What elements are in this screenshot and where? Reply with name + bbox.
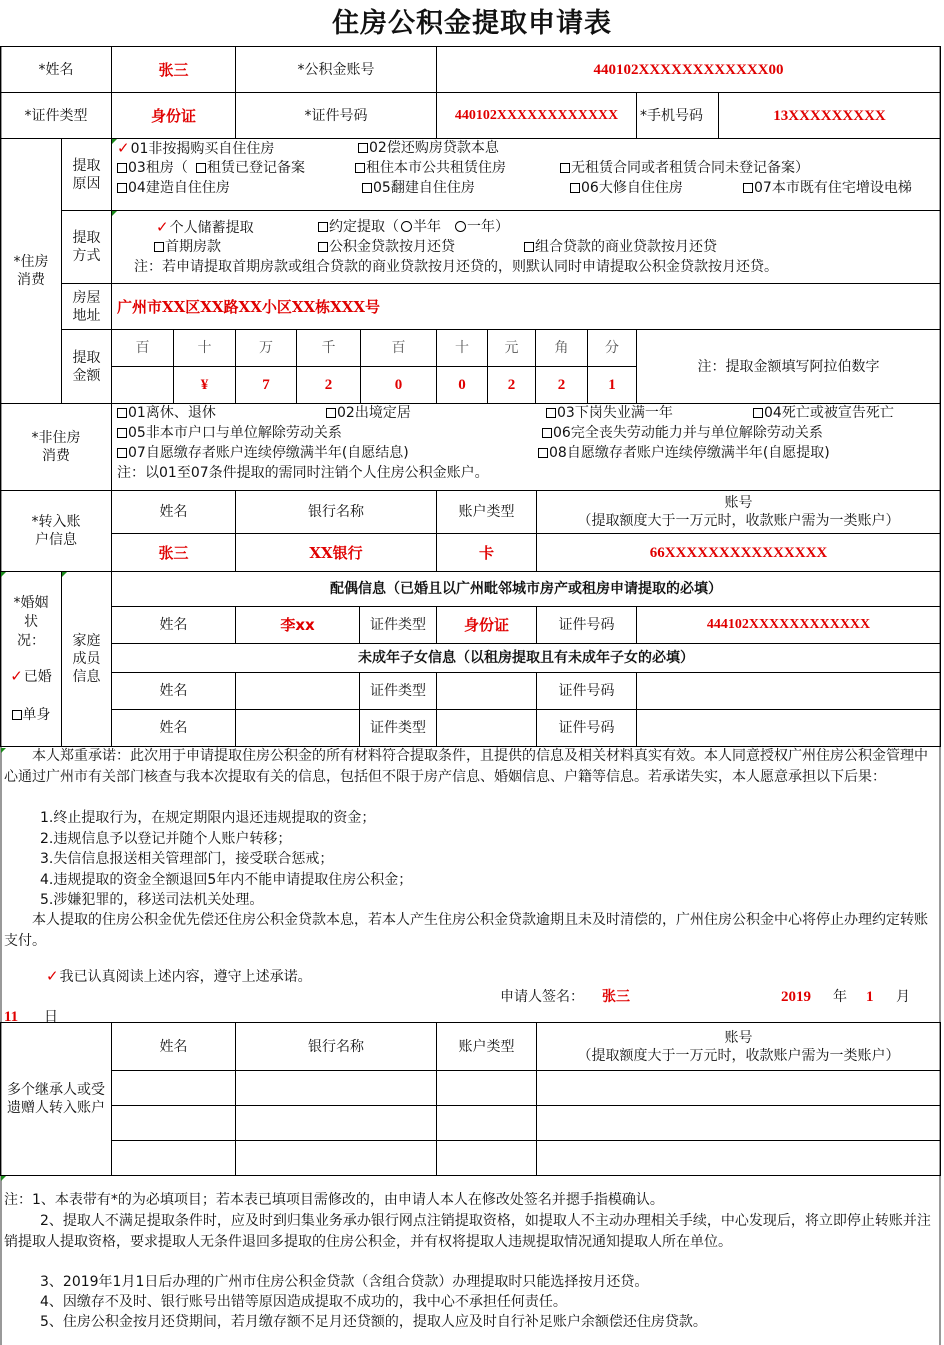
page-title: 住房公积金提取申请表 [332, 8, 612, 39]
sign-year[interactable]: 2019 [781, 989, 811, 1005]
non-housing-05-text: 05非本市户口与单位解除劳动关系 [128, 425, 342, 441]
marital-married[interactable] [10, 667, 52, 686]
amount-digit-cell[interactable]: 0 [436, 366, 488, 404]
note-1: 注：1、本表带有*的为必填项目；若本表已填项目需修改的，由申请人本人在修改处签名并摁手指模确认。 [4, 1192, 664, 1208]
marital-section [0, 571, 62, 747]
spouse-name-field[interactable]: 李xx [235, 606, 360, 644]
heir-name-field[interactable] [111, 1105, 236, 1141]
transfer-header-type: 账户类型 [436, 490, 537, 534]
heirs-header-name: 姓名 [111, 1022, 236, 1071]
id-type-field[interactable]: 身份证 [111, 92, 236, 139]
amount-digit-cell[interactable] [111, 366, 174, 404]
child-id-no-label: 证件号码 [536, 709, 637, 747]
checkbox-icon [560, 163, 570, 173]
id-no-field[interactable]: 440102XXXXXXXXXXXX [436, 92, 637, 139]
pledge-confirm[interactable] [46, 967, 312, 987]
non-housing-02[interactable] [326, 404, 411, 423]
checkbox-icon [318, 222, 328, 232]
pledge-paragraph-2: 本人提取的住房公积金优先偿还住房公积金贷款本息，若本人产生住房公积金贷款逾期且未及时清偿的，广州住房公积金中心将停止办理约定转账支付。 [4, 912, 928, 949]
child-id-type-label: 证件类型 [359, 709, 437, 747]
checkbox-icon [743, 183, 753, 193]
method-fund-loan[interactable] [318, 238, 455, 257]
spouse-id-type-label: 证件类型 [359, 606, 437, 644]
heir-name-field[interactable] [111, 1140, 236, 1176]
method-label [61, 210, 112, 284]
heir-bank-field[interactable] [235, 1105, 437, 1141]
heir-account-field[interactable] [536, 1070, 941, 1106]
amount-label [61, 329, 112, 404]
note-4: 4、因缴存不及时、银行账号出错等原因造成提取不成功的，我中心不承担任何责任。 [40, 1294, 567, 1310]
amount-unit-cell: 十 [173, 329, 236, 367]
checkbox-icon [538, 448, 548, 458]
transfer-bank-field[interactable]: XX银行 [235, 533, 437, 572]
transfer-name-field[interactable]: 张三 [111, 533, 236, 572]
method-label-text: 提取方式 [72, 230, 101, 264]
checkbox-icon [117, 163, 127, 173]
radio-one-year[interactable] [455, 221, 466, 232]
heirs-section-text: 多个继承人或受遗赠人转入账户 [7, 1082, 105, 1116]
reason-03-text: 03租房（ [128, 160, 188, 176]
method-agreed[interactable] [318, 218, 509, 237]
children-title: 未成年子女信息（以租房提取且有未成年子女的必填） [111, 643, 941, 673]
non-housing-07-text: 07自愿缴存者账户连续停缴满半年(自愿结息) [128, 445, 409, 461]
method-fund-loan-text: 公积金贷款按月还贷 [329, 239, 455, 255]
checkbox-icon [318, 242, 328, 252]
pledge-items [40, 808, 920, 911]
checkbox-icon [542, 428, 552, 438]
reason-01[interactable] [117, 139, 274, 159]
checkbox-icon [12, 710, 22, 720]
pledge-confirm-text: 我已认真阅读上述内容，遵守上述承诺。 [59, 969, 312, 985]
checkbox-icon [326, 408, 336, 418]
method-personal-savings-text: 个人储蓄提取 [169, 220, 254, 236]
signature-label: 申请人签名： [500, 989, 584, 1005]
transfer-section-text: *转入账户信息 [31, 514, 81, 548]
method-commercial-loan[interactable] [524, 238, 717, 257]
heir-name-field[interactable] [111, 1070, 236, 1106]
family-label-text: 家庭成员信息 [72, 633, 101, 685]
signature-field[interactable]: 张三 [602, 989, 630, 1005]
non-housing-04-text: 04死亡或被宣告死亡 [764, 405, 894, 421]
sign-year-unit: 年 [833, 989, 847, 1005]
heir-bank-field[interactable] [235, 1070, 437, 1106]
housing-section-label [0, 138, 62, 404]
child-id-no-field[interactable] [636, 672, 941, 710]
pledge-item: 3.失信信息报送相关管理部门，接受联合惩戒； [40, 851, 334, 867]
reason-label-text: 提取原因 [72, 157, 101, 192]
amount-note: 注：提取金额填写阿拉伯数字 [636, 329, 941, 404]
reason-06-text: 06大修自住住房 [581, 180, 683, 196]
note-2: 2、提取人不满足提取条件时，应及时到归集业务承办银行网点注销提取资格，如提取人不主动办理相关手续，中心发现后，将立即停止转账并注销提取人提取资格，要求提取人无条件退回多提取的住房公积金，并有权将提取人违规提取情况通知提取人所在单位。 [4, 1213, 931, 1250]
reason-03-no-contract-text: 无租赁合同或者租赁合同未登记备案） [571, 160, 809, 176]
heir-type-field[interactable] [436, 1105, 537, 1141]
amount-digit-cell[interactable]: 7 [235, 366, 297, 404]
reason-03-no-contract[interactable] [560, 159, 809, 178]
child-id-no-label: 证件号码 [536, 672, 637, 710]
reason-01-text: 01非按揭购买自住住房 [130, 141, 275, 157]
spouse-id-no-label: 证件号码 [536, 606, 637, 644]
heirs-header-bank: 银行名称 [235, 1022, 437, 1071]
child-name-field[interactable] [235, 672, 360, 710]
method-down-payment-text: 首期房款 [165, 239, 221, 255]
transfer-header-account [536, 490, 941, 534]
method-note: 注：若申请提取首期房款或组合贷款的商业贷款按月还贷的，则默认同时申请提取公积金贷款按月还贷。 [134, 259, 778, 275]
reason-03-public-text: 租住本市公共租赁住房 [366, 160, 506, 176]
non-housing-03-text: 03下岗失业满一年 [557, 405, 673, 421]
heir-type-field[interactable] [436, 1140, 537, 1176]
reason-03[interactable] [117, 159, 188, 178]
reason-02-text: 02偿还购房贷款本息 [369, 140, 499, 156]
heirs-section-label [0, 1022, 112, 1176]
child-name-label: 姓名 [111, 672, 236, 710]
marital-married-text: 已婚 [23, 669, 52, 685]
heir-account-field[interactable] [536, 1105, 941, 1141]
non-housing-note: 注：以01至07条件提取的需同时注销个人住房公积金账户。 [117, 465, 489, 481]
amount-unit-cell: 元 [487, 329, 536, 367]
transfer-header-account-hint: （提取额度大于一万元时，收款账户需为一类账户） [577, 513, 900, 529]
spouse-id-no-field[interactable]: 444102XXXXXXXXXXXX [636, 606, 941, 644]
checkbox-icon [117, 408, 127, 418]
checkmark-icon: ✓ [117, 139, 130, 157]
checkbox-icon [196, 163, 206, 173]
cell-comment-marker [112, 211, 117, 216]
checkbox-icon [358, 143, 368, 153]
non-housing-01-text: 01离休、退休 [128, 405, 216, 421]
checkbox-icon [355, 163, 365, 173]
checkbox-icon [154, 242, 164, 252]
name-label-text: *姓名 [38, 61, 74, 78]
spouse-title: 配偶信息（已婚且以广州毗邻城市房产或租房申请提取的必填） [111, 571, 941, 607]
radio-half-year[interactable] [401, 221, 412, 232]
checkmark-icon: ✓ [46, 967, 59, 985]
heirs-header-account [536, 1022, 941, 1071]
sign-month[interactable]: 1 [866, 989, 874, 1005]
radio-half-year-label: 半年 [413, 219, 441, 235]
name-field[interactable]: 张三 [111, 46, 236, 93]
transfer-type-field[interactable]: 卡 [436, 533, 537, 572]
amount-unit-cell: 万 [235, 329, 297, 367]
checkbox-icon [546, 408, 556, 418]
spouse-name-label: 姓名 [111, 606, 236, 644]
reason-05-text: 05翻建自住住房 [373, 180, 475, 196]
phone-label: *手机号码 [636, 92, 719, 139]
radio-one-year-label: 一年） [467, 219, 509, 235]
child-id-no-field[interactable] [636, 709, 941, 747]
child-id-type-field[interactable] [436, 709, 537, 747]
amount-digit-cell[interactable]: ¥ [173, 366, 236, 404]
address-label [61, 283, 112, 330]
cell-comment-marker [1, 1176, 6, 1181]
amount-unit-cell: 十 [436, 329, 488, 367]
pledge-item: 4.违规提取的资金全额退回5年内不能申请提取住房公积金； [40, 871, 413, 888]
method-personal-savings[interactable] [156, 218, 254, 238]
child-id-type-label: 证件类型 [359, 672, 437, 710]
amount-digit-cell[interactable]: 1 [587, 366, 637, 404]
reason-03-registered[interactable] [196, 159, 305, 178]
non-housing-section-label [0, 403, 112, 491]
amount-label-text: 提取金额 [72, 349, 101, 384]
non-housing-03[interactable] [546, 404, 673, 423]
amount-unit-cell: 百 [360, 329, 437, 367]
non-housing-08[interactable] [538, 444, 830, 463]
spouse-id-type-field[interactable]: 身份证 [436, 606, 537, 644]
housing-section-text: *住房消费 [13, 254, 49, 288]
note-3: 3、2019年1月1日后办理的广州市住房公积金贷款（含组合贷款）办理提取时只能选择按月还贷。 [40, 1274, 649, 1290]
pledge-item: 5.涉嫌犯罪的，移送司法机关处理。 [40, 892, 264, 908]
method-down-payment[interactable] [154, 238, 221, 257]
heir-account-field[interactable] [536, 1140, 941, 1176]
amount-digit-cell[interactable]: 2 [535, 366, 588, 404]
reason-02[interactable] [358, 139, 499, 158]
non-housing-04[interactable] [753, 404, 894, 423]
amount-unit-cell: 百 [111, 329, 174, 367]
non-housing-08-text: 08自愿缴存者账户连续停缴满半年(自愿提取) [549, 445, 830, 461]
checkmark-icon: ✓ [156, 218, 169, 236]
checkbox-icon [753, 408, 763, 418]
amount-digit-cell[interactable]: 2 [487, 366, 536, 404]
non-housing-section-text: *非住房消费 [31, 430, 81, 464]
address-field[interactable]: 广州市XX区XX路XX小区XX栋XXX号 [111, 283, 941, 330]
transfer-header-account-title: 账号 [724, 495, 753, 511]
id-type-label: *证件类型 [0, 92, 112, 139]
heirs-header-type: 账户类型 [436, 1022, 537, 1071]
transfer-header-bank: 银行名称 [235, 490, 437, 534]
child-name-field[interactable] [235, 709, 360, 747]
child-name-label: 姓名 [111, 709, 236, 747]
reason-07-clip [117, 179, 939, 210]
reason-03-registered-text: 租赁已登记备案 [207, 160, 305, 176]
checkbox-icon [117, 448, 127, 458]
transfer-section-label [0, 490, 112, 572]
pledge-item: 2.违规信息予以登记并随个人账户转移； [40, 830, 292, 847]
heir-bank-field[interactable] [235, 1140, 437, 1176]
sign-month-unit: 月 [896, 989, 910, 1005]
amount-unit-cell: 千 [296, 329, 361, 367]
note-5: 5、住房公积金按月还贷期间，若月缴存额不足月还贷额的，提取人应及时自行补足账户余额偿还住房贷款。 [40, 1314, 707, 1330]
amount-unit-cell: 分 [587, 329, 637, 367]
amount-digit-cell[interactable]: 0 [360, 366, 437, 404]
non-housing-06-text: 06完全丧失劳动能力并与单位解除劳动关系 [553, 425, 823, 441]
checkmark-icon: ✓ [10, 667, 23, 685]
heirs-header-account-hint: （提取额度大于一万元时，收款账户需为一类账户） [577, 1047, 900, 1064]
transfer-account-field[interactable]: 66XXXXXXXXXXXXXXX [536, 533, 941, 572]
reason-07[interactable] [743, 179, 939, 198]
family-label [61, 571, 112, 747]
heirs-header-account-title: 账号 [724, 1029, 753, 1046]
non-housing-02-text: 02出境定居 [337, 405, 411, 421]
checkbox-icon [524, 242, 534, 252]
reason-04-text: 04建造自住住房 [128, 180, 230, 196]
non-housing-01[interactable] [117, 404, 216, 423]
non-housing-06[interactable] [542, 424, 823, 443]
id-no-label: *证件号码 [235, 92, 437, 139]
child-id-type-field[interactable] [436, 672, 537, 710]
pledge-item: 1.终止提取行为，在规定期限内退还违规提取的资金； [40, 810, 376, 826]
cell-comment-marker [1, 572, 6, 577]
amount-unit-cell: 角 [535, 329, 588, 367]
name-label [0, 46, 112, 93]
heir-type-field[interactable] [436, 1070, 537, 1106]
account-label: *公积金账号 [235, 46, 437, 93]
marital-label: *婚姻状况： [13, 595, 49, 649]
marital-single-text: 单身 [22, 707, 51, 723]
sign-day-unit: 日 [44, 1009, 58, 1025]
checkbox-icon [117, 428, 127, 438]
pledge-paragraph: 本人郑重承诺：此次用于申请提取住房公积金的所有材料符合提取条件，且提供的信息及相关材料真实有效。本人同意授权广州住房公积金管理中心通过广州市有关部门核查与我本次提取有关的信息，包括但不限于房产信息、婚姻信息、户籍等信息。若承诺失实，本人愿意承担以下后果： [4, 748, 928, 785]
amount-digit-cell[interactable]: 2 [296, 366, 361, 404]
reason-label [61, 138, 112, 211]
address-label-text: 房屋地址 [72, 289, 101, 324]
method-commercial-loan-text: 组合贷款的商业贷款按月还贷 [535, 239, 717, 255]
account-field[interactable]: 440102XXXXXXXXXXXX00 [436, 46, 941, 93]
reason-03-public-rental[interactable] [355, 159, 506, 178]
method-agreed-text: 约定提取（ [329, 219, 399, 235]
reason-07-text: 07本市既有住宅增设电梯 [754, 180, 912, 196]
sign-day[interactable]: 11 [4, 1009, 19, 1025]
transfer-header-name: 姓名 [111, 490, 236, 534]
non-housing-07[interactable] [117, 444, 409, 463]
phone-field[interactable]: 13XXXXXXXXX [718, 92, 941, 139]
non-housing-05[interactable] [117, 424, 342, 443]
marital-single[interactable] [12, 706, 51, 724]
